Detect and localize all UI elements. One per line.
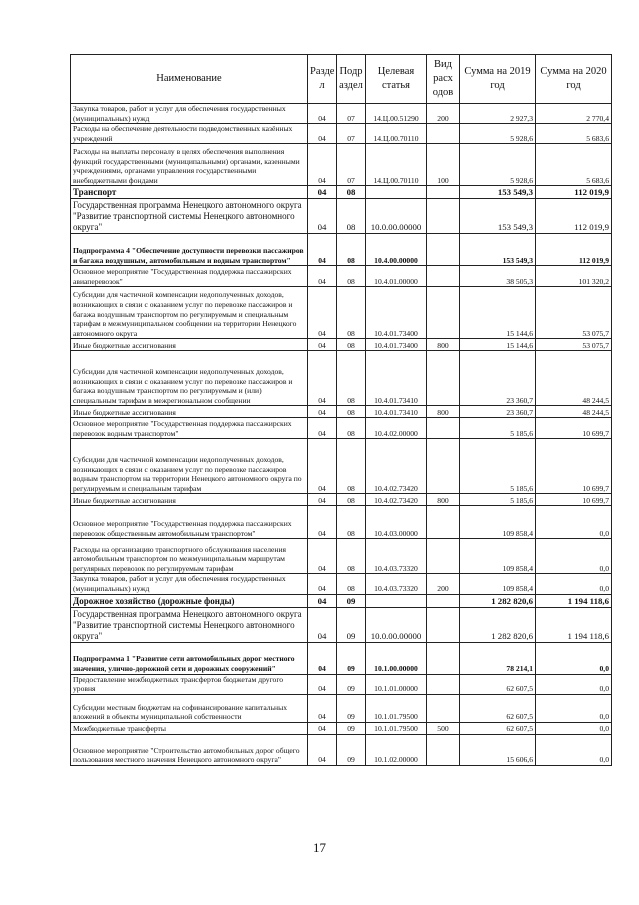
table-row (71, 722, 612, 734)
cell-sum-2019: 109 858,4 (460, 574, 536, 594)
cell-vid (427, 506, 460, 539)
cell-vid (427, 266, 460, 287)
cell-vid (427, 734, 460, 765)
cell-sum-2020: 53 075,7 (536, 339, 612, 351)
cell-sum-2019: 5 185,6 (460, 439, 536, 494)
cell-podrazdel: 08 (337, 234, 366, 266)
col-header-sum-2019: Сумма на 2019 год (460, 55, 536, 104)
cell-podrazdel: 07 (337, 104, 366, 124)
cell-target: 10.0.00.00000 (366, 607, 427, 642)
cell-razdel: 04 (308, 234, 337, 266)
cell-name: Основное мероприятие "Строительство автомобильных дорог общего пользования местного значения Ненецкого автономного округа" (71, 734, 308, 765)
cell-razdel: 04 (308, 574, 337, 594)
cell-razdel: 04 (308, 694, 337, 722)
cell-sum-2019: 109 858,4 (460, 539, 536, 574)
cell-vid (427, 607, 460, 642)
cell-razdel: 04 (308, 642, 337, 674)
cell-target: 10.4.03.73320 (366, 539, 427, 574)
cell-sum-2020: 101 320,2 (536, 266, 612, 287)
table-row (71, 124, 612, 144)
cell-razdel: 04 (308, 186, 337, 199)
cell-vid: 200 (427, 104, 460, 124)
cell-razdel: 04 (308, 418, 337, 439)
col-header-name: Наименование (71, 55, 308, 104)
cell-target: 10.4.01.73410 (366, 406, 427, 418)
cell-target: 10.0.00.00000 (366, 199, 427, 234)
cell-vid (427, 694, 460, 722)
col-header-target: Целевая статья (366, 55, 427, 104)
cell-target (366, 594, 427, 607)
cell-sum-2019: 5 928,6 (460, 144, 536, 186)
cell-sum-2019: 153 549,3 (460, 234, 536, 266)
col-header-podrazdel: Подр аздел (337, 55, 366, 104)
cell-name: Основное мероприятие "Государственная поддержка пассажирских авиаперевозок" (71, 266, 308, 287)
table-row (71, 266, 612, 287)
cell-sum-2019: 15 606,6 (460, 734, 536, 765)
table-row (71, 642, 612, 674)
cell-sum-2020: 0,0 (536, 694, 612, 722)
table-row (71, 539, 612, 574)
cell-target (366, 186, 427, 199)
cell-podrazdel: 09 (337, 694, 366, 722)
cell-target: 14.Ц.00.70110 (366, 124, 427, 144)
cell-sum-2019: 5 928,6 (460, 124, 536, 144)
cell-target: 10.1.02.00000 (366, 734, 427, 765)
cell-name: Транспорт (71, 186, 308, 199)
cell-sum-2020: 0,0 (536, 642, 612, 674)
table-row (71, 418, 612, 439)
cell-name: Субсидии для частичной компенсации недополученных доходов, возникающих в связи с оказанием услуг по перевозке пассажиров и багажа воздушным транспортом по регулируемым и специальным тарифам в межмуниципальном сообщении на территории Ненецкого автономного округа (71, 287, 308, 339)
table-row (71, 607, 612, 642)
cell-sum-2020: 1 194 118,6 (536, 594, 612, 607)
cell-target: 10.4.01.00000 (366, 266, 427, 287)
cell-sum-2020: 112 019,9 (536, 234, 612, 266)
cell-sum-2020: 48 244,5 (536, 351, 612, 406)
cell-name: Предоставление межбюджетных трансфертов бюджетам другого уровня (71, 674, 308, 694)
cell-vid (427, 539, 460, 574)
cell-sum-2019: 62 607,5 (460, 722, 536, 734)
cell-vid: 800 (427, 406, 460, 418)
cell-target: 14.Ц.00.51290 (366, 104, 427, 124)
cell-name: Государственная программа Ненецкого автономного округа "Развитие транспортной системы Ненецкого автономного округа" (71, 199, 308, 234)
cell-razdel: 04 (308, 439, 337, 494)
cell-razdel: 04 (308, 506, 337, 539)
cell-name: Подпрограмма 4 "Обеспечение доступности перевозки пассажиров и багажа воздушным, автомобильным и водным транспортом" (71, 234, 308, 266)
cell-sum-2020: 1 194 118,6 (536, 607, 612, 642)
cell-sum-2019: 38 505,3 (460, 266, 536, 287)
cell-podrazdel: 08 (337, 418, 366, 439)
cell-podrazdel: 09 (337, 642, 366, 674)
table-row (71, 734, 612, 765)
cell-sum-2020: 10 699,7 (536, 418, 612, 439)
header-row (71, 55, 612, 104)
cell-name: Дорожное хозяйство (дорожные фонды) (71, 594, 308, 607)
cell-name: Иные бюджетные ассигнования (71, 494, 308, 506)
cell-sum-2019: 2 927,3 (460, 104, 536, 124)
cell-vid (427, 124, 460, 144)
cell-target: 10.4.03.00000 (366, 506, 427, 539)
cell-sum-2019: 62 607,5 (460, 694, 536, 722)
cell-sum-2020: 112 019,9 (536, 186, 612, 199)
cell-podrazdel: 09 (337, 734, 366, 765)
cell-podrazdel: 07 (337, 144, 366, 186)
cell-podrazdel: 08 (337, 351, 366, 406)
cell-target: 10.4.02.00000 (366, 418, 427, 439)
table-row (71, 144, 612, 186)
table-row (71, 234, 612, 266)
cell-sum-2020: 10 699,7 (536, 439, 612, 494)
table-row (71, 351, 612, 406)
table-row (71, 674, 612, 694)
cell-sum-2019: 78 214,1 (460, 642, 536, 674)
cell-name: Расходы на выплаты персоналу в целях обеспечения выполнения функций государственными (муниципальными) органами, казенными учреждениями, органами управления государственными внебюджетными фондами (71, 144, 308, 186)
table-row (71, 506, 612, 539)
cell-sum-2020: 112 019,9 (536, 199, 612, 234)
cell-razdel: 04 (308, 144, 337, 186)
table-row (71, 439, 612, 494)
cell-sum-2019: 23 360,7 (460, 351, 536, 406)
cell-sum-2020: 0,0 (536, 722, 612, 734)
cell-sum-2019: 109 858,4 (460, 506, 536, 539)
cell-razdel: 04 (308, 104, 337, 124)
col-header-vid: Вид расх одов (427, 55, 460, 104)
table-body (71, 104, 612, 766)
cell-razdel: 04 (308, 199, 337, 234)
cell-podrazdel: 08 (337, 199, 366, 234)
cell-target: 10.4.01.73400 (366, 339, 427, 351)
cell-podrazdel: 08 (337, 186, 366, 199)
cell-podrazdel: 08 (337, 539, 366, 574)
cell-sum-2020: 48 244,5 (536, 406, 612, 418)
cell-name: Субсидии для частичной компенсации недополученных доходов, возникающих в связи с оказанием услуг по перевозке пассажиров водным транспортом на территории Ненецкого автономного округа по регулируемым и специальным тарифам (71, 439, 308, 494)
table-row (71, 694, 612, 722)
cell-target: 10.4.03.73320 (366, 574, 427, 594)
cell-name: Закупка товаров, работ и услуг для обеспечения государственных (муниципальных) нужд (71, 574, 308, 594)
budget-table (70, 54, 612, 766)
table-row (71, 287, 612, 339)
cell-razdel: 04 (308, 734, 337, 765)
page-number: 17 (313, 840, 326, 855)
cell-vid (427, 439, 460, 494)
table-row (71, 199, 612, 234)
table-row (71, 104, 612, 124)
cell-sum-2019: 153 549,3 (460, 186, 536, 199)
cell-name: Иные бюджетные ассигнования (71, 339, 308, 351)
table-row (71, 406, 612, 418)
cell-podrazdel: 08 (337, 339, 366, 351)
cell-podrazdel: 08 (337, 439, 366, 494)
col-header-sum-2020: Сумма на 2020 год (536, 55, 612, 104)
cell-name: Расходы на обеспечение деятельности подведомственных казённых учреждений (71, 124, 308, 144)
cell-vid (427, 642, 460, 674)
cell-razdel: 04 (308, 266, 337, 287)
cell-name: Основное мероприятие "Государственная поддержка пассажирских перевозок общественным автомобильным транспортом" (71, 506, 308, 539)
cell-name: Субсидии местным бюджетам на софинансирование капитальных вложений в объекты муниципальной собственности (71, 694, 308, 722)
cell-razdel: 04 (308, 722, 337, 734)
cell-razdel: 04 (308, 607, 337, 642)
cell-razdel: 04 (308, 594, 337, 607)
cell-vid (427, 287, 460, 339)
cell-target: 10.1.01.00000 (366, 674, 427, 694)
cell-razdel: 04 (308, 674, 337, 694)
cell-sum-2020: 0,0 (536, 506, 612, 539)
cell-vid (427, 199, 460, 234)
cell-razdel: 04 (308, 351, 337, 406)
col-header-razdel: Разде л (308, 55, 337, 104)
cell-podrazdel: 07 (337, 124, 366, 144)
cell-sum-2020: 53 075,7 (536, 287, 612, 339)
cell-sum-2019: 15 144,6 (460, 287, 536, 339)
cell-sum-2019: 1 282 820,6 (460, 607, 536, 642)
cell-sum-2019: 5 185,6 (460, 494, 536, 506)
cell-razdel: 04 (308, 287, 337, 339)
cell-razdel: 04 (308, 494, 337, 506)
cell-podrazdel: 08 (337, 506, 366, 539)
cell-target: 10.4.01.73410 (366, 351, 427, 406)
cell-razdel: 04 (308, 339, 337, 351)
cell-target: 10.1.00.00000 (366, 642, 427, 674)
cell-sum-2020: 0,0 (536, 734, 612, 765)
cell-podrazdel: 09 (337, 674, 366, 694)
table-row (71, 186, 612, 199)
cell-name: Расходы на организацию транспортного обслуживания населения автомобильным транспортом по межмуниципальным маршрутам регулярных перевозок по регулируемым тарифам (71, 539, 308, 574)
cell-sum-2020: 0,0 (536, 539, 612, 574)
cell-vid: 500 (427, 722, 460, 734)
cell-sum-2019: 62 607,5 (460, 674, 536, 694)
cell-vid (427, 418, 460, 439)
cell-sum-2020: 5 683,6 (536, 124, 612, 144)
table-row (71, 574, 612, 594)
cell-vid: 800 (427, 339, 460, 351)
cell-vid (427, 234, 460, 266)
cell-vid (427, 594, 460, 607)
cell-vid (427, 674, 460, 694)
cell-podrazdel: 09 (337, 722, 366, 734)
cell-target: 14.Ц.00.70110 (366, 144, 427, 186)
cell-vid (427, 186, 460, 199)
cell-sum-2020: 0,0 (536, 674, 612, 694)
cell-name: Государственная программа Ненецкого автономного округа "Развитие транспортной системы Ненецкого автономного округа" (71, 607, 308, 642)
cell-target: 10.1.01.79500 (366, 722, 427, 734)
cell-vid: 200 (427, 574, 460, 594)
cell-name: Подпрограмма 1 "Развитие сети автомобильных дорог местного значения, улично-дорожной сети и дорожных сооружений" (71, 642, 308, 674)
cell-vid: 800 (427, 494, 460, 506)
cell-vid: 100 (427, 144, 460, 186)
cell-razdel: 04 (308, 539, 337, 574)
cell-podrazdel: 08 (337, 574, 366, 594)
cell-target: 10.4.02.73420 (366, 439, 427, 494)
cell-vid (427, 351, 460, 406)
cell-podrazdel: 09 (337, 594, 366, 607)
cell-sum-2020: 2 770,4 (536, 104, 612, 124)
cell-razdel: 04 (308, 406, 337, 418)
cell-name: Основное мероприятие "Государственная поддержка пассажирских перевозок водным транспортом" (71, 418, 308, 439)
cell-target: 10.4.01.73400 (366, 287, 427, 339)
cell-razdel: 04 (308, 124, 337, 144)
cell-sum-2019: 5 185,6 (460, 418, 536, 439)
cell-sum-2020: 0,0 (536, 574, 612, 594)
cell-podrazdel: 08 (337, 266, 366, 287)
cell-sum-2020: 10 699,7 (536, 494, 612, 506)
cell-name: Межбюджетные трансферты (71, 722, 308, 734)
cell-name: Закупка товаров, работ и услуг для обеспечения государственных (муниципальных) нужд (71, 104, 308, 124)
cell-sum-2019: 153 549,3 (460, 199, 536, 234)
cell-name: Иные бюджетные ассигнования (71, 406, 308, 418)
cell-target: 10.1.01.79500 (366, 694, 427, 722)
cell-podrazdel: 08 (337, 494, 366, 506)
cell-podrazdel: 09 (337, 607, 366, 642)
table-row (71, 494, 612, 506)
cell-name: Субсидии для частичной компенсации недополученных доходов, возникающих в связи с оказанием услуг по перевозке пассажиров и багажа воздушным транспортом по регулируемым и (или) специальным тарифам в межрегиональном сообщении (71, 351, 308, 406)
cell-sum-2020: 5 683,6 (536, 144, 612, 186)
cell-sum-2019: 1 282 820,6 (460, 594, 536, 607)
cell-target: 10.4.00.00000 (366, 234, 427, 266)
table-row (71, 594, 612, 607)
cell-sum-2019: 23 360,7 (460, 406, 536, 418)
cell-podrazdel: 08 (337, 406, 366, 418)
cell-target: 10.4.02.73420 (366, 494, 427, 506)
cell-sum-2019: 15 144,6 (460, 339, 536, 351)
cell-podrazdel: 08 (337, 287, 366, 339)
table-row (71, 339, 612, 351)
